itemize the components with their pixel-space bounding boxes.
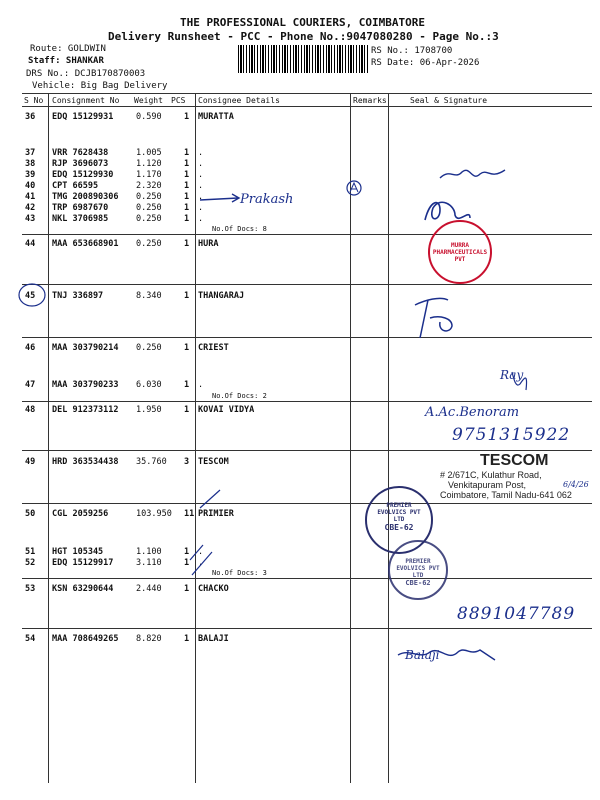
cell-cons: MAA 303790214 bbox=[52, 343, 119, 353]
cell-details: BALAJI bbox=[198, 634, 229, 644]
cell-cons: CGL 2059256 bbox=[52, 509, 109, 519]
cell-wt: 2.320 bbox=[136, 181, 162, 191]
cell-wt: 8.340 bbox=[136, 291, 162, 301]
cell-cons: TMG 200890306 bbox=[52, 192, 119, 202]
col-seal: Seal & Signature bbox=[410, 96, 488, 105]
doc-count: No.Of Docs: 2 bbox=[212, 392, 267, 400]
cell-wt: 1.005 bbox=[136, 148, 162, 158]
cell-sno: 50 bbox=[25, 509, 36, 519]
cell-sno: 52 bbox=[25, 558, 36, 568]
cell-wt: 1.120 bbox=[136, 159, 162, 169]
cell-details: KOVAI VIDYA bbox=[198, 405, 255, 415]
col-pcs: PCS bbox=[171, 96, 186, 105]
cell-sno: 37 bbox=[25, 148, 36, 158]
cell-cons: MAA 303790233 bbox=[52, 380, 119, 390]
cell-sno: 53 bbox=[25, 584, 36, 594]
cell-details: . bbox=[198, 547, 204, 557]
handwritten-mark: Ray bbox=[500, 368, 524, 382]
cell-pcs: 1 bbox=[184, 239, 190, 249]
cell-sno: 43 bbox=[25, 214, 36, 224]
cell-cons: DEL 912373112 bbox=[52, 405, 119, 415]
cell-sno: 39 bbox=[25, 170, 36, 180]
cell-cons: EDQ 15129931 bbox=[52, 112, 114, 122]
cell-sno: 51 bbox=[25, 547, 36, 557]
col-weight: Weight bbox=[134, 96, 163, 105]
route-label: Route: GOLDWIN bbox=[30, 44, 106, 54]
cell-pcs: 1 bbox=[184, 159, 190, 169]
cell-sno: 46 bbox=[25, 343, 36, 353]
cell-details: . bbox=[198, 159, 204, 169]
stamp-date: 6/4/26 bbox=[563, 480, 589, 489]
doc-count: No.Of Docs: 8 bbox=[212, 225, 267, 233]
rs-number: RS No.: 1708700 bbox=[371, 46, 453, 56]
cell-cons: NKL 3706985 bbox=[52, 214, 109, 224]
cell-wt: 3.110 bbox=[136, 558, 162, 568]
cell-pcs: 1 bbox=[184, 192, 190, 202]
runsheet-subtitle: Delivery Runsheet - PCC - Phone No.:9047080280 - Page No.:3 bbox=[108, 30, 499, 43]
handwritten-phone: 9751315922 bbox=[452, 425, 571, 445]
tescom-stamp: TESCOM # 2/671C, Kulathur Road, Venkitapuram Post, Coimbatore, Tamil Nadu-641 062 bbox=[440, 452, 572, 500]
cell-sno: 48 bbox=[25, 405, 36, 415]
drs-label: DRS No.: DCJB170870003 bbox=[26, 69, 146, 79]
handwritten-name: A.Ac.Benoram bbox=[425, 405, 520, 420]
cell-pcs: 1 bbox=[184, 291, 190, 301]
cell-pcs: 1 bbox=[184, 181, 190, 191]
cell-cons: MAA 653668901 bbox=[52, 239, 119, 249]
cell-details: PRIMIER bbox=[198, 509, 234, 519]
cell-pcs: 1 bbox=[184, 584, 190, 594]
premier-stamp-2: PREMIER EVOLVICS PVT LTD CBE-62 bbox=[388, 540, 448, 600]
company-title: THE PROFESSIONAL COURIERS, COIMBATORE bbox=[180, 16, 426, 29]
cell-cons: HGT 105345 bbox=[52, 547, 104, 557]
cell-cons: EDQ 15129930 bbox=[52, 170, 114, 180]
cell-sno: 36 bbox=[25, 112, 36, 122]
cell-details: CHACKO bbox=[198, 584, 229, 594]
cell-pcs: 1 bbox=[184, 214, 190, 224]
cell-sno: 47 bbox=[25, 380, 36, 390]
cell-pcs: 1 bbox=[184, 547, 190, 557]
cell-cons: TRP 6987670 bbox=[52, 203, 109, 213]
cell-details: THANGARAJ bbox=[198, 291, 245, 301]
cell-details: . bbox=[198, 181, 204, 191]
cell-wt: 0.250 bbox=[136, 239, 162, 249]
cell-details: HURA bbox=[198, 239, 219, 249]
cell-details: . bbox=[198, 380, 204, 390]
cell-wt: 0.250 bbox=[136, 203, 162, 213]
cell-pcs: 1 bbox=[184, 170, 190, 180]
cell-cons: MAA 708649265 bbox=[52, 634, 119, 644]
staff-label: Staff: SHANKAR bbox=[28, 56, 104, 66]
cell-cons: RJP 3696073 bbox=[52, 159, 109, 169]
cell-wt: 0.590 bbox=[136, 112, 162, 122]
cell-details: . bbox=[198, 192, 204, 202]
cell-cons: VRR 7628438 bbox=[52, 148, 109, 158]
cell-wt: 1.950 bbox=[136, 405, 162, 415]
col-remarks: Remarks bbox=[353, 96, 387, 105]
cell-sno: 45 bbox=[25, 291, 36, 301]
cell-wt: 0.250 bbox=[136, 192, 162, 202]
col-consignment: Consignment No bbox=[52, 96, 120, 105]
cell-cons: TNJ 336897 bbox=[52, 291, 104, 301]
cell-pcs: 1 bbox=[184, 112, 190, 122]
cell-details: CRIEST bbox=[198, 343, 229, 353]
cell-sno: 49 bbox=[25, 457, 36, 467]
col-details: Consignee Details bbox=[198, 96, 280, 105]
cell-details: . bbox=[198, 203, 204, 213]
cell-details: . bbox=[198, 214, 204, 224]
cell-cons: CPT 66595 bbox=[52, 181, 99, 191]
col-sno: S No bbox=[24, 96, 44, 105]
handwritten-prakash: Prakash bbox=[240, 192, 294, 207]
cell-sno: 54 bbox=[25, 634, 36, 644]
cell-pcs: 1 bbox=[184, 343, 190, 353]
cell-cons: KSN 63290644 bbox=[52, 584, 114, 594]
cell-wt: 0.250 bbox=[136, 214, 162, 224]
cell-cons: EDQ 15129917 bbox=[52, 558, 114, 568]
cell-wt: 2.440 bbox=[136, 584, 162, 594]
cell-wt: 6.030 bbox=[136, 380, 162, 390]
handwritten-phone: 8891047789 bbox=[457, 604, 576, 624]
doc-count: No.Of Docs: 3 bbox=[212, 569, 267, 577]
pharma-stamp: MURRA PHARMACEUTICALS PVT bbox=[428, 220, 492, 284]
cell-sno: 41 bbox=[25, 192, 36, 202]
cell-wt: 1.100 bbox=[136, 547, 162, 557]
cell-pcs: 1 bbox=[184, 634, 190, 644]
cell-details: MURATTA bbox=[198, 112, 234, 122]
cell-wt: 8.820 bbox=[136, 634, 162, 644]
cell-details: . bbox=[198, 558, 204, 568]
premier-stamp: PREMIER EVOLVICS PVT LTD CBE-62 bbox=[365, 486, 433, 554]
cell-wt: 103.950 bbox=[136, 509, 172, 519]
cell-sno: 40 bbox=[25, 181, 36, 191]
cell-wt: 35.760 bbox=[136, 457, 167, 467]
cell-pcs: 1 bbox=[184, 148, 190, 158]
cell-sno: 44 bbox=[25, 239, 36, 249]
cell-wt: 1.170 bbox=[136, 170, 162, 180]
cell-sno: 42 bbox=[25, 203, 36, 213]
cell-sno: 38 bbox=[25, 159, 36, 169]
cell-pcs: 1 bbox=[184, 203, 190, 213]
cell-pcs: 1 bbox=[184, 380, 190, 390]
handwritten-signature: Balaji bbox=[405, 648, 440, 662]
cell-wt: 0.250 bbox=[136, 343, 162, 353]
cell-pcs: 1 bbox=[184, 405, 190, 415]
cell-details: . bbox=[198, 148, 204, 158]
cell-details: . bbox=[198, 170, 204, 180]
cell-pcs: 3 bbox=[184, 457, 190, 467]
rs-date: RS Date: 06-Apr-2026 bbox=[371, 58, 480, 68]
vehicle-label: Vehicle: Big Bag Delivery bbox=[32, 81, 168, 91]
cell-pcs: 11 bbox=[184, 509, 195, 519]
cell-details: TESCOM bbox=[198, 457, 229, 467]
cell-pcs: 1 bbox=[184, 558, 190, 568]
cell-cons: HRD 363534438 bbox=[52, 457, 119, 467]
